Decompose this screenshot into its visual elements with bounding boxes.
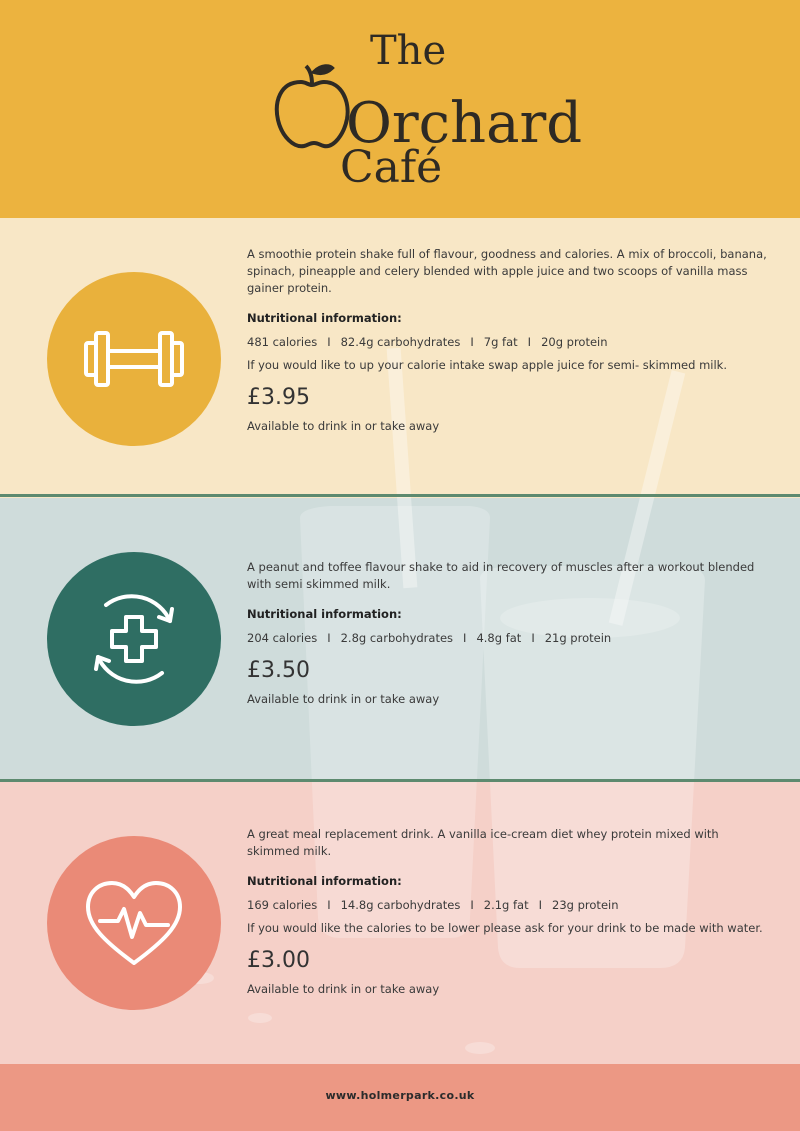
availability: Available to drink in or take away: [247, 692, 440, 706]
fat: 2.1g fat: [483, 898, 529, 912]
protein: 20g protein: [541, 335, 608, 349]
fat: 4.8g fat: [476, 631, 522, 645]
drink-price: £3.50: [247, 658, 310, 683]
heart-pulse-icon: [74, 863, 194, 983]
dumbbell-icon: [74, 299, 194, 419]
calories: 169 calories: [247, 898, 318, 912]
calories: 481 calories: [247, 335, 318, 349]
drink-1-icon-circle: [47, 272, 221, 446]
carbohydrates: 82.4g carbohydrates: [340, 335, 461, 349]
drink-description: A smoothie protein shake full of flavour, goodness and calories. A mix of broccoli, banana, spinach, pineapple and celery blended with apple juice and two scoops of vanilla mass gainer protein.: [247, 247, 767, 295]
section-divider: [0, 779, 800, 782]
nutrition-values: 204 calories I 2.8g carbohydrates I 4.8g fat I 21g protein: [247, 631, 612, 645]
recovery-cross-icon: [74, 579, 194, 699]
drink-description: A peanut and toffee flavour shake to aid in recovery of muscles after a workout blended with semi skimmed milk.: [247, 560, 755, 591]
nutrition-values: 169 calories I 14.8g carbohydrates I 2.1g fat I 23g protein: [247, 898, 619, 912]
calories: 204 calories: [247, 631, 318, 645]
fat: 7g fat: [483, 335, 518, 349]
drink-note: If you would like to up your calorie intake swap apple juice for semi- skimmed milk.: [247, 358, 727, 372]
orchard-logo-icon: [270, 22, 583, 197]
nutrition-title: Nutritional information:: [247, 607, 402, 621]
drink-price: £3.00: [247, 948, 310, 973]
drink-1-details: [247, 246, 767, 435]
carbohydrates: 14.8g carbohydrates: [340, 898, 461, 912]
protein: 23g protein: [552, 898, 619, 912]
drink-2-details: [247, 559, 767, 708]
availability: Available to drink in or take away: [247, 419, 440, 433]
protein: 21g protein: [544, 631, 612, 645]
drink-2-icon-circle: [47, 552, 221, 726]
nutrition-title: Nutritional information:: [247, 874, 402, 888]
cafe-logo: [270, 22, 583, 197]
website-link[interactable]: www.holmerpark.co.uk: [325, 1089, 475, 1102]
drink-3-details: [247, 826, 767, 998]
nutrition-title: Nutritional information:: [247, 311, 402, 325]
drink-note: If you would like the calories to be lower please ask for your drink to be made with water.: [247, 921, 763, 935]
header-banner: [0, 0, 800, 218]
drink-3-icon-circle: [47, 836, 221, 1010]
logo-line1: The: [370, 28, 447, 74]
section-divider: [0, 494, 800, 497]
carbohydrates: 2.8g carbohydrates: [340, 631, 454, 645]
logo-line3: Café: [340, 142, 443, 193]
logo-line2: Orchard: [346, 91, 583, 156]
drink-description: A great meal replacement drink. A vanilla ice-cream diet whey protein mixed with skimmed milk.: [247, 827, 719, 858]
footer: [0, 1064, 800, 1131]
drink-price: £3.95: [247, 385, 310, 410]
apple-icon: [277, 66, 348, 146]
availability: Available to drink in or take away: [247, 982, 440, 996]
nutrition-values: 481 calories I 82.4g carbohydrates I 7g fat I 20g protein: [247, 335, 608, 349]
